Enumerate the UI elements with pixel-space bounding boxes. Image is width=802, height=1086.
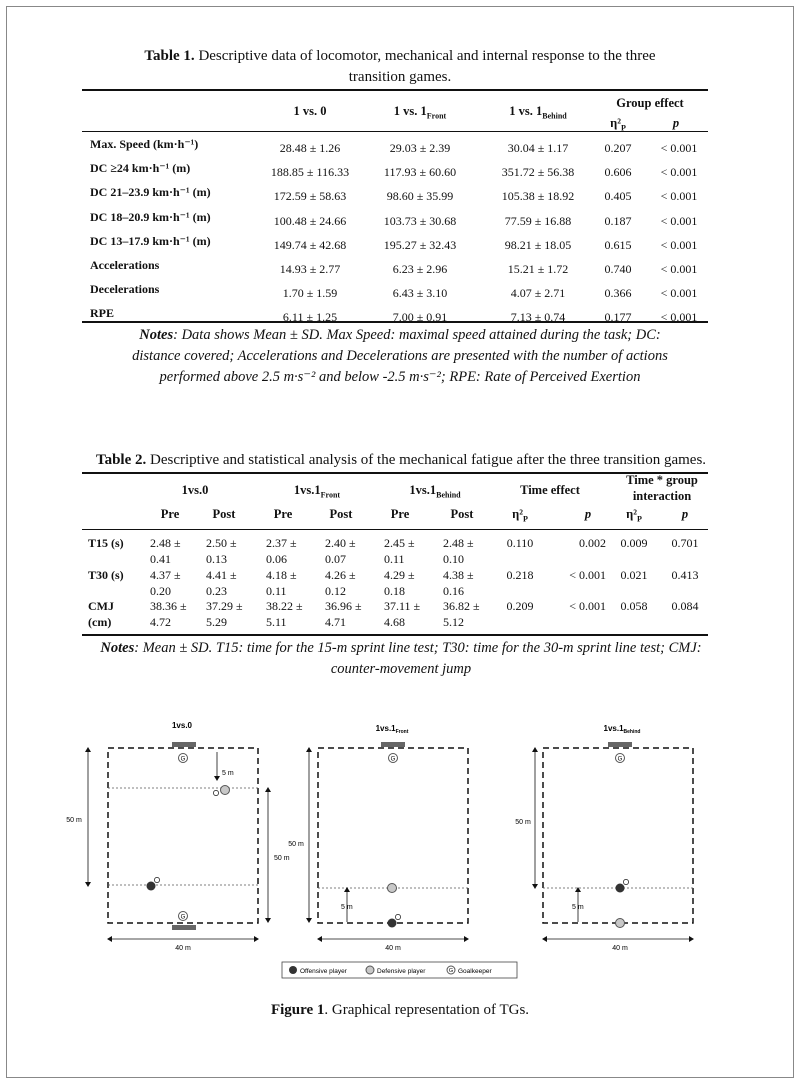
ball-icon: [154, 877, 159, 882]
table1-top-rule: [82, 89, 708, 91]
table2-caption: Table 2. Descriptive and statistical analysis of the mechanical fatigue after the three transition games.: [95, 452, 707, 468]
table2-header-1v1behind: $1vs.1_{Behind}$: [409, 483, 461, 500]
table1-cell-p: < 0.001: [660, 141, 698, 155]
table1-cell-v3: 351.72 ± 56.38: [501, 165, 575, 180]
table1-cell-eta: 0.187: [604, 213, 632, 228]
table1-cell-v1: 28.48 ± 1.26: [279, 141, 341, 155]
panel1-goal-top: [172, 742, 196, 747]
table2-cell-e-sd: 0.18: [384, 583, 405, 598]
panel1-50m-right-label: 50 m: [274, 855, 290, 862]
table1-header-eta: $\eta^2_P$: [610, 116, 626, 133]
panel3-defensive-player: [616, 919, 625, 928]
arrowhead: [532, 884, 538, 889]
table1-row-label: Accelerations: [90, 258, 160, 272]
table2-cell-b-sd: 5.29: [206, 615, 227, 629]
table1-bottom-rule: [82, 321, 708, 323]
table1-cell-p: < 0.001: [660, 237, 698, 252]
arrowhead: [689, 936, 694, 942]
table2-cell-f-mean: 36.82 ±: [443, 599, 480, 613]
panel3-title: $1vs.1_{Behind}$: [603, 724, 641, 735]
table2-cell-ti_p: 0.084: [671, 599, 699, 613]
table1-cell-eta: 0.740: [604, 262, 632, 276]
table1-cell-v3: 105.38 ± 18.92: [501, 189, 575, 204]
table2-cell-ti_eta: 0.021: [620, 567, 648, 582]
table2-row-label: T15 (s): [88, 536, 124, 550]
table1-header-p: p: [672, 116, 680, 130]
table1-cell-eta: 0.207: [604, 141, 632, 155]
table1-cell-p: < 0.001: [660, 262, 698, 276]
table2-header-1v1front: $1vs.1_{Front}$: [293, 483, 341, 500]
table2-header-post: Post: [450, 507, 474, 521]
table2-header-eta: $\eta^2_P$: [512, 507, 528, 524]
panel3-5m-label: 5 m: [572, 904, 584, 911]
table2-row-label: CMJ: [88, 599, 114, 613]
table2-cell-f-mean: 2.48 ±: [443, 536, 474, 550]
table1-row-label: Decelerations: [90, 282, 160, 297]
table2-cell-te_p: < 0.001: [569, 599, 606, 613]
table2-cell-te_p: < 0.001: [569, 567, 606, 582]
arrowhead: [265, 787, 271, 792]
table1-cell-p: < 0.001: [660, 310, 698, 325]
table1-cell-p: < 0.001: [660, 189, 698, 204]
table1-cell-v2: 7.00 ± 0.91: [392, 310, 448, 325]
arrowhead: [107, 936, 112, 942]
table2-header-post: Post: [329, 507, 353, 521]
panel1-50m-left-label: 50 m: [66, 817, 82, 824]
table2-header-eta: $\eta^2_P$: [626, 507, 642, 524]
table2-cell-c-sd: 0.11: [266, 583, 287, 598]
table2-cell-b-mean: 37.29 ±: [206, 599, 243, 613]
table1-cell-v2: 29.03 ± 2.39: [389, 141, 451, 155]
table2-cell-ti_p: 0.413: [671, 567, 699, 582]
table2-cell-b-mean: 4.41 ±: [206, 567, 237, 582]
panel1-defensive-player: [221, 786, 230, 795]
table1-cell-v1: 6.11 ± 1.25: [282, 310, 338, 325]
table1-row-label: DC 13–17.9 km·h⁻¹ (m): [90, 233, 211, 248]
goalkeeper-glyph: G: [617, 756, 623, 763]
table2-cell-b-mean: 2.50 ±: [206, 536, 237, 550]
panel3-goal: [608, 742, 632, 747]
arrowhead: [254, 936, 259, 942]
table2-cell-c-mean: 2.37 ±: [266, 536, 297, 550]
table2-cell-ti_p: 0.701: [671, 536, 699, 550]
ball-icon: [395, 914, 400, 919]
panel1-goal-bottom: [172, 925, 196, 930]
table2-cell-e-mean: 2.45 ±: [384, 536, 415, 550]
table1-caption: [80, 46, 720, 88]
table1-header-group-effect: Group effect: [616, 96, 684, 110]
table2-cell-d-mean: 4.26 ±: [325, 567, 356, 582]
table2-cell-e-mean: 37.11 ±: [384, 599, 421, 613]
table1-row-label: Max. Speed (km·h⁻¹): [90, 137, 199, 151]
table1-cell-v1: 172.59 ± 58.63: [273, 189, 347, 204]
table1-cell-v3: 77.59 ± 16.88: [504, 213, 572, 228]
table1-cell-v2: 6.43 ± 3.10: [392, 286, 448, 301]
panel2-offensive-player: [388, 919, 397, 928]
table2-cell-d-sd: 4.71: [325, 615, 346, 629]
table2-header-p: p: [681, 507, 689, 521]
table2-cell-a-mean: 4.37 ±: [150, 567, 181, 582]
table1-cell-v2: 117.93 ± 60.60: [383, 165, 457, 180]
table1-cell-v2: 103.73 ± 30.68: [383, 213, 457, 228]
table2-cell-f-sd: 0.10: [443, 552, 464, 566]
panel2-field: [318, 748, 468, 923]
table1-cell-v2: 195.27 ± 32.43: [383, 237, 457, 252]
table1-cell-eta: 0.405: [604, 189, 632, 204]
table2-cell-d-sd: 0.07: [325, 552, 346, 566]
table2-header-1v0: 1vs.0: [181, 483, 209, 497]
table1-header-1v1behind: 1 vs. $1_{Behind}$: [509, 104, 567, 121]
table2-bottom-rule: [82, 634, 708, 636]
table2-header-interaction-1: Time * group: [626, 473, 698, 487]
arrowhead: [265, 918, 271, 923]
panel1-title: 1vs.0: [171, 721, 193, 730]
table1-header-rule: [82, 131, 708, 132]
table2-cell-f-sd: 5.12: [443, 615, 464, 629]
arrowhead: [344, 887, 350, 892]
ball-icon: [623, 879, 628, 884]
table2-header-p: p: [584, 507, 592, 521]
panel1-field: [108, 748, 258, 923]
table2-cell-a-mean: 2.48 ±: [150, 536, 181, 550]
panel2-50m-label: 50 m: [288, 841, 304, 848]
panel2-defensive-player: [388, 884, 397, 893]
table2-cell-a-sd: 0.20: [150, 583, 171, 598]
table1-row-label: RPE: [90, 306, 114, 321]
figure1-caption: Figure 1. Graphical representation of TGs.: [270, 1002, 530, 1018]
table1-caption-label: Table 1.: [144, 48, 195, 64]
panel1-offensive-player: [147, 882, 156, 891]
legend-goalkeeper-label: Goalkeeper: [458, 968, 492, 975]
table1-cell-v3: 4.07 ± 2.71: [510, 286, 566, 301]
arrowhead: [532, 747, 538, 752]
table1-cell-p: < 0.001: [660, 165, 698, 180]
table1-cell-eta: 0.606: [604, 165, 632, 180]
legend-defensive-marker: [366, 966, 374, 974]
table2-cell-te_eta: 0.218: [506, 567, 534, 582]
table2-cell-d-mean: 2.40 ±: [325, 536, 356, 550]
table1-cell-v3: 7.13 ± 0.74: [510, 310, 566, 325]
table2-cell-d-mean: 36.96 ±: [325, 599, 362, 613]
table2-header-pre: Pre: [273, 507, 293, 521]
table1-cell-v3: 15.21 ± 1.72: [507, 262, 569, 276]
table1-notes: Notes: Data shows Mean ± SD. Max Speed: maximal speed attained during the task; DC: distance covered; Accelerations and Decelerations are presented with the number of actions performed above 2.5 m·s⁻² and below -2.5 m·s⁻²; RPE: Rate of Perceived Exertion: [132, 327, 668, 385]
table1-cell-v1: 100.48 ± 24.66: [273, 213, 347, 228]
table2-notes: Notes: Mean ± SD. T15: time for the 15-m sprint line test; T30: time for the 30-m sprint line test; CMJ: counter-movement jump: [100, 640, 702, 677]
arrowhead: [85, 747, 91, 752]
arrowhead: [464, 936, 469, 942]
panel1-40m-label: 40 m: [175, 945, 191, 952]
arrowhead: [542, 936, 547, 942]
arrowhead: [317, 936, 322, 942]
table1-cell-eta: 0.177: [604, 310, 632, 325]
table1-cell-v2: 6.23 ± 2.96: [392, 262, 448, 276]
table1-cell-eta: 0.366: [604, 286, 632, 301]
goalkeeper-glyph: G: [180, 914, 186, 921]
table2-cell-f-mean: 4.38 ±: [443, 567, 474, 582]
table1-caption-text: Descriptive data of locomotor, mechanical and internal response to the three: [194, 48, 656, 64]
table2-cell-d-sd: 0.12: [325, 583, 346, 598]
table1-cell-v1: 149.74 ± 42.68: [273, 237, 347, 252]
table1-cell-v3: 98.21 ± 18.05: [504, 237, 572, 252]
panel3-field: [543, 748, 693, 923]
table1-cell-v3: 30.04 ± 1.17: [507, 141, 569, 155]
table1-cell-p: < 0.001: [660, 286, 698, 301]
table2-cell-a-mean: 38.36 ±: [150, 599, 187, 613]
table2-row-label-unit: (cm): [88, 615, 112, 629]
table1-cell-v1: 188.85 ± 116.33: [270, 165, 350, 180]
arrowhead: [214, 776, 220, 781]
panel3-50m-label: 50 m: [515, 819, 531, 826]
legend-offensive-label: Offensive player: [300, 968, 347, 975]
goalkeeper-glyph: G: [390, 756, 396, 763]
table2-header-rule: [82, 529, 708, 530]
table2-cell-a-sd: 0.41: [150, 552, 171, 566]
table2-cell-b-sd: 0.23: [206, 583, 227, 598]
table2-cell-f-sd: 0.16: [443, 583, 464, 598]
table2-header-interaction-2: interaction: [632, 489, 692, 503]
table2-header-pre: Pre: [390, 507, 410, 521]
goalkeeper-glyph: G: [448, 968, 454, 974]
arrowhead: [85, 882, 91, 887]
table2-cell-e-sd: 0.11: [384, 552, 405, 566]
table2-cell-e-mean: 4.29 ±: [384, 567, 415, 582]
table2-header-pre: Pre: [160, 507, 180, 521]
table2-cell-ti_eta: 0.009: [620, 536, 648, 550]
ball-icon: [213, 790, 218, 795]
table2-cell-c-mean: 4.18 ±: [266, 567, 297, 582]
table2-cell-c-mean: 38.22 ±: [266, 599, 303, 613]
table2-cell-b-sd: 0.13: [206, 552, 227, 566]
figure1-diagram: [0, 700, 802, 990]
panel2-goal: [381, 742, 405, 747]
panel1-5m-label: 5 m: [222, 770, 234, 777]
table1-cell-eta: 0.615: [604, 237, 632, 252]
table2-cell-te_p: 0.002: [579, 536, 606, 550]
table2-cell-c-sd: 0.06: [266, 552, 287, 566]
table2-cell-a-sd: 4.72: [150, 615, 171, 629]
table2-cell-ti_eta: 0.058: [620, 599, 648, 613]
panel3-offensive-player: [616, 884, 625, 893]
legend-defensive-label: Defensive player: [377, 968, 426, 975]
table2-header-post: Post: [212, 507, 236, 521]
arrowhead: [306, 918, 312, 923]
table1-row-label: DC ≥24 km·h⁻¹ (m): [90, 161, 191, 176]
arrowhead: [306, 747, 312, 752]
panel2-title: $1vs.1_{Front}$: [375, 724, 409, 735]
table1-caption-text2: transition games.: [348, 69, 452, 85]
panel2-5m-label: 5 m: [341, 904, 353, 911]
goalkeeper-glyph: G: [180, 756, 186, 763]
table2-cell-te_eta: 0.110: [506, 536, 534, 550]
table2-cell-te_eta: 0.209: [506, 599, 534, 613]
table1-cell-v1: 14.93 ± 2.77: [279, 262, 341, 276]
table1-cell-p: < 0.001: [660, 213, 698, 228]
table1-header-1v1front: 1 vs. $1_{Front}$: [393, 104, 447, 121]
table1-header-1v0: 1 vs. 0: [293, 104, 327, 118]
table2-cell-e-sd: 4.68: [384, 615, 405, 629]
table1-row-label: DC 21–23.9 km·h⁻¹ (m): [90, 185, 211, 200]
table2-header-time-effect: Time effect: [520, 483, 580, 497]
panel3-40m-label: 40 m: [612, 945, 628, 952]
legend-offensive-marker: [289, 966, 297, 974]
table1-cell-v2: 98.60 ± 35.99: [386, 189, 454, 204]
table1-cell-v1: 1.70 ± 1.59: [282, 286, 338, 301]
panel2-40m-label: 40 m: [385, 945, 401, 952]
table1-row-label: DC 18–20.9 km·h⁻¹ (m): [90, 209, 211, 224]
table2-row-label: T30 (s): [88, 567, 124, 582]
table2-cell-c-sd: 5.11: [266, 615, 287, 629]
